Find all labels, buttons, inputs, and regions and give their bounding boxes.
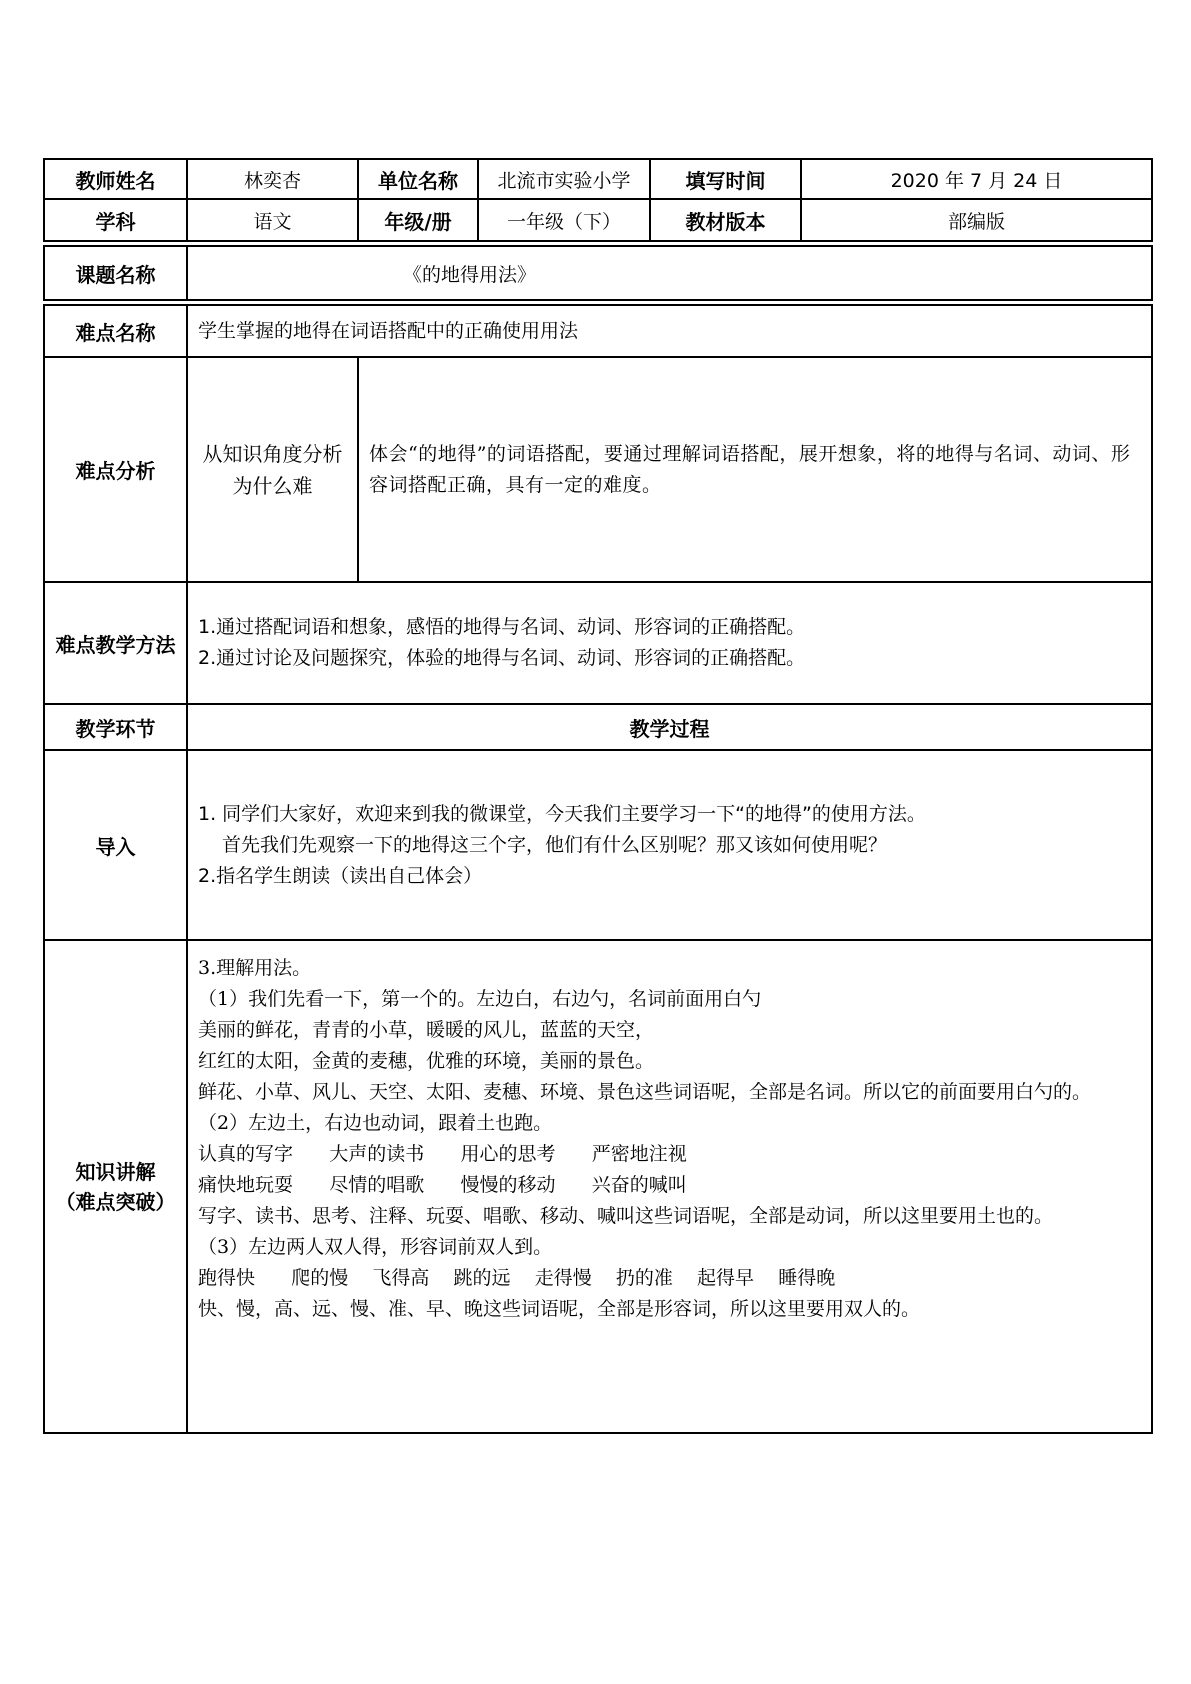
analysis-text: 体会“的地得”的词语搭配，要通过理解词语搭配，展开想象，将的地得与名词、动词、形容词搭配正确，具有一定的难度。 [358, 357, 1152, 582]
process-header: 教学过程 [187, 704, 1152, 750]
grade-value: 一年级（下） [478, 199, 650, 241]
knowledge-line: 快、慢，高、远、慢、准、早、晚这些词语呢，全部是形容词，所以这里要用双人的。 [198, 1298, 921, 1320]
unit-name-label: 单位名称 [358, 159, 478, 199]
method-line-1: 1.通过搭配词语和想象，感悟的地得与名词、动词、形容词的正确搭配。 [198, 616, 806, 638]
difficulty-label: 难点名称 [44, 305, 187, 357]
teacher-name-value: 林奕杏 [187, 159, 358, 199]
stage-header: 教学环节 [44, 704, 187, 750]
knowledge-line: 美丽的鲜花，青青的小草，暖暖的风儿，蓝蓝的天空， [198, 1019, 655, 1041]
analysis-sublabel-line1: 从知识角度分析 [202, 441, 343, 466]
analysis-sublabel [187, 357, 358, 582]
knowledge-line: 认真的写字 大声的读书 用心的思考 严密地注视 [198, 1143, 687, 1165]
knowledge-line: 痛快地玩耍 尽情的唱歌 慢慢的移动 兴奋的喊叫 [198, 1174, 687, 1196]
grade-label: 年级/册 [358, 199, 478, 241]
method-text [187, 582, 1152, 704]
lesson-plan-table [43, 158, 1151, 1434]
knowledge-text [187, 940, 1152, 1433]
intro-line-3: 2.指名学生朗读（读出自己体会） [198, 864, 483, 887]
fill-date-value: 2020 年 7 月 24 日 [801, 159, 1152, 199]
knowledge-label-line2: （难点突破） [55, 1189, 176, 1214]
knowledge-line: （2）左边土，右边也动词，跟着土也跑。 [198, 1112, 553, 1134]
intro-text [187, 750, 1152, 940]
intro-line-2: 首先我们先观察一下的地得这三个字，他们有什么区别呢？那又该如何使用呢？ [222, 833, 888, 856]
knowledge-line: （1）我们先看一下，第一个的。左边白，右边勺，名词前面用白勺 [198, 988, 762, 1010]
knowledge-line: 跑得快 爬的慢 飞得高 跳的远 走得慢 扔的准 起得早 睡得晚 [198, 1267, 836, 1289]
knowledge-line: 写字、读书、思考、注释、玩耍、唱歌、移动、喊叫这些词语呢，全部是动词，所以这里要用土也的。 [198, 1205, 1054, 1227]
edition-value: 部编版 [801, 199, 1152, 241]
knowledge-label [44, 940, 187, 1433]
teacher-name-label: 教师姓名 [44, 159, 187, 199]
method-line-2: 2.通过讨论及问题探究，体验的地得与名词、动词、形容词的正确搭配。 [198, 647, 806, 669]
knowledge-line: 3.理解用法。 [198, 957, 312, 979]
intro-label: 导入 [44, 750, 187, 940]
analysis-sublabel-line2: 为什么难 [232, 473, 313, 498]
knowledge-label-line1: 知识讲解 [75, 1159, 156, 1184]
difficulty-value: 学生掌握的地得在词语搭配中的正确使用用法 [187, 305, 1152, 357]
topic-value: 《的地得用法》 [187, 246, 1152, 300]
topic-label: 课题名称 [44, 246, 187, 300]
method-label: 难点教学方法 [44, 582, 187, 704]
subject-label: 学科 [44, 199, 187, 241]
edition-label: 教材版本 [650, 199, 801, 241]
subject-value: 语文 [187, 199, 358, 241]
fill-date-label: 填写时间 [650, 159, 801, 199]
knowledge-line: 红红的太阳，金黄的麦穗，优雅的环境，美丽的景色。 [198, 1050, 655, 1072]
knowledge-line: （3）左边两人双人得，形容词前双人到。 [198, 1236, 553, 1258]
intro-line-1: 1. 同学们大家好，欢迎来到我的微课堂，今天我们主要学习一下“的地得”的使用方法。 [198, 802, 926, 825]
knowledge-line: 鲜花、小草、风儿、天空、太阳、麦穗、环境、景色这些词语呢，全部是名词。所以它的前面要用白勺的。 [198, 1081, 1092, 1103]
unit-name-value: 北流市实验小学 [478, 159, 650, 199]
analysis-label: 难点分析 [44, 357, 187, 582]
